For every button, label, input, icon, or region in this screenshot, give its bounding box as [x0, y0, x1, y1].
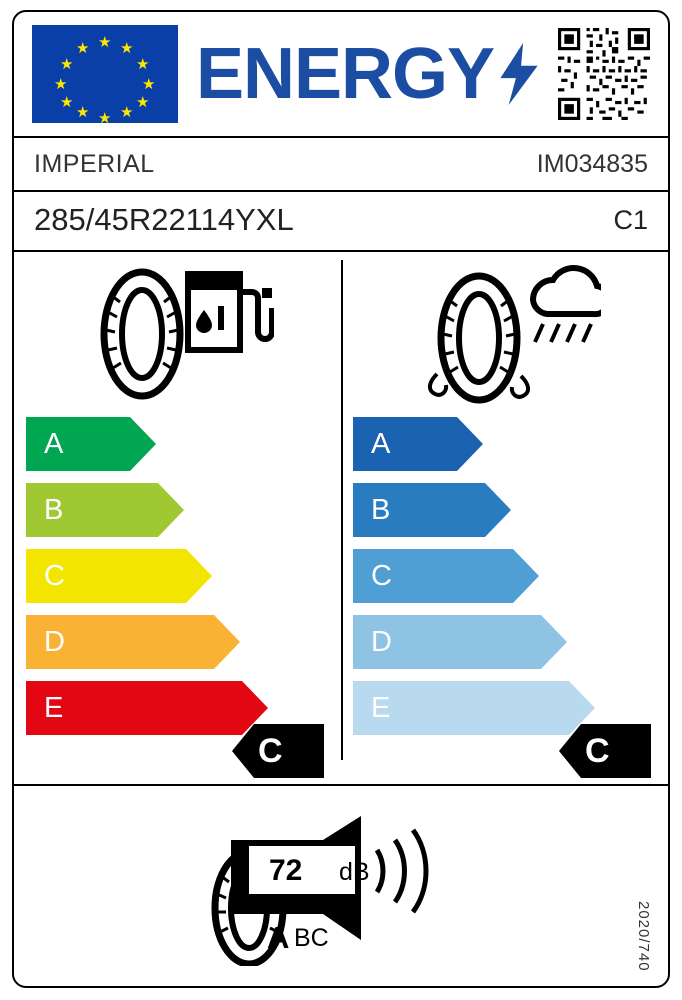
wet-grip-panel [341, 252, 668, 786]
noise-unit: dB [339, 858, 370, 886]
grade-letter: C [44, 560, 65, 592]
brand-row [14, 138, 668, 190]
grade-letter: D [44, 626, 65, 658]
eu-flag-icon: ★ ★ ★ ★ ★ ★ ★ ★ ★ ★ ★ ★ [32, 25, 178, 123]
grade-row [353, 483, 680, 537]
grade-letter: A [371, 428, 391, 460]
wet-tyre-icon [430, 276, 528, 400]
grade-row [26, 615, 353, 669]
brand-code: IM034835 [536, 149, 648, 178]
rain-cloud-icon [533, 268, 601, 342]
grade-row [26, 549, 353, 603]
noise-pictogram [191, 816, 491, 966]
grade-row [353, 615, 680, 669]
ratings-area [14, 252, 668, 786]
fuel-grade-scale [26, 417, 353, 747]
energy-title-block [178, 12, 558, 136]
noise-class: A [267, 920, 290, 955]
grade-letter: B [44, 494, 64, 526]
fuel-pump-icon [188, 274, 272, 350]
wet-rating-pointer [559, 724, 651, 778]
noise-value: 72 [269, 854, 303, 887]
fuel-efficiency-pictogram [84, 262, 274, 412]
qr-code-icon [558, 28, 650, 120]
grade-letter: C [371, 560, 392, 592]
energy-label-card [12, 10, 670, 988]
grade-row [353, 417, 680, 471]
grade-letter: E [371, 692, 391, 724]
grade-letter: A [44, 428, 64, 460]
noise-graphic [191, 816, 491, 966]
tyre-icon [104, 272, 180, 396]
lightning-bolt-icon [498, 43, 540, 105]
tyre-size-row [14, 192, 668, 248]
date-code: 2020/740 [635, 901, 652, 972]
wet-grade-scale [353, 417, 680, 747]
page-title: ENERGY [195, 34, 495, 114]
brand-name: IMPERIAL [34, 149, 155, 178]
wet-rating-value: C [585, 732, 610, 770]
label-header [14, 12, 668, 136]
tyre-class: C1 [613, 204, 648, 235]
divider-noise [14, 784, 668, 786]
tyre-size: 285/45R22114YXL [34, 202, 294, 237]
wet-grip-pictogram [411, 262, 601, 412]
grade-row [353, 549, 680, 603]
fuel-rating-value: C [258, 732, 283, 770]
grade-letter: D [371, 626, 392, 658]
sound-waves-icon [377, 830, 426, 912]
noise-panel [14, 788, 668, 988]
grade-row [26, 417, 353, 471]
fuel-efficiency-panel [14, 252, 341, 786]
grade-letter: E [44, 692, 64, 724]
fuel-rating-pointer [232, 724, 324, 778]
grade-letter: B [371, 494, 391, 526]
noise-class-rest: BC [294, 924, 329, 952]
grade-row [26, 483, 353, 537]
